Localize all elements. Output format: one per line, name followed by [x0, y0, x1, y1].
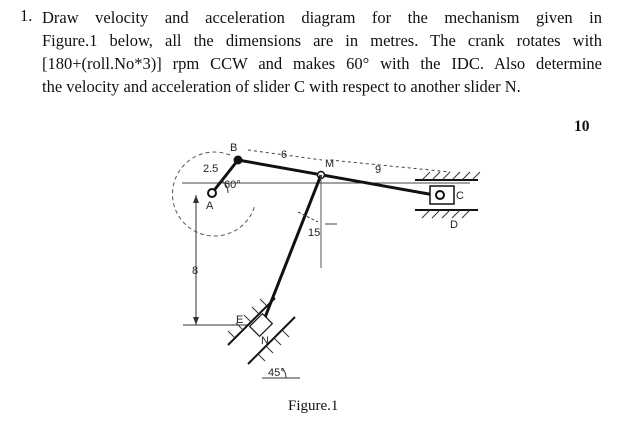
dim-arrow-bottom [193, 317, 199, 325]
label-angle-crank: 60° [224, 179, 241, 191]
label-len-vertical: 8 [192, 265, 199, 277]
dim-mn-dashed [298, 212, 318, 222]
label-m: M [325, 158, 335, 170]
question-line-4: the velocity and acceleration of slider C with respect to another slider N. [42, 77, 521, 96]
label-n: N [261, 335, 269, 347]
label-e: E [236, 314, 244, 326]
label-len-ab: 2.5 [203, 163, 219, 175]
question-line-2: Figure.1 below, all the dimensions are in metres. The crank rotates with [42, 31, 602, 50]
label-len-bm: 6 [281, 149, 288, 161]
joint-a [208, 189, 216, 197]
joint-c [436, 191, 444, 199]
label-len-mc: 9 [375, 164, 382, 176]
dim-arrow-top [193, 195, 199, 203]
link-bmc [238, 160, 440, 196]
figure-caption: Figure.1 [288, 398, 339, 414]
dim-mc-dashed [330, 160, 450, 172]
label-b: B [230, 142, 238, 154]
label-len-mn: 15 [308, 227, 321, 239]
question-line-1: Draw velocity and acceleration diagram for the mechanism given in [42, 8, 602, 27]
label-angle-slider: 45° [268, 367, 285, 379]
label-d: D [450, 219, 458, 231]
question-number: 1. [20, 6, 33, 25]
label-a: A [206, 200, 214, 212]
question-line-3: [180+(roll.No*3)] rpm CCW and makes 60° with the IDC. Also determine [42, 54, 602, 73]
question-marks: 10 [574, 118, 590, 135]
label-c: C [456, 190, 464, 202]
slider-n-block [250, 314, 273, 337]
